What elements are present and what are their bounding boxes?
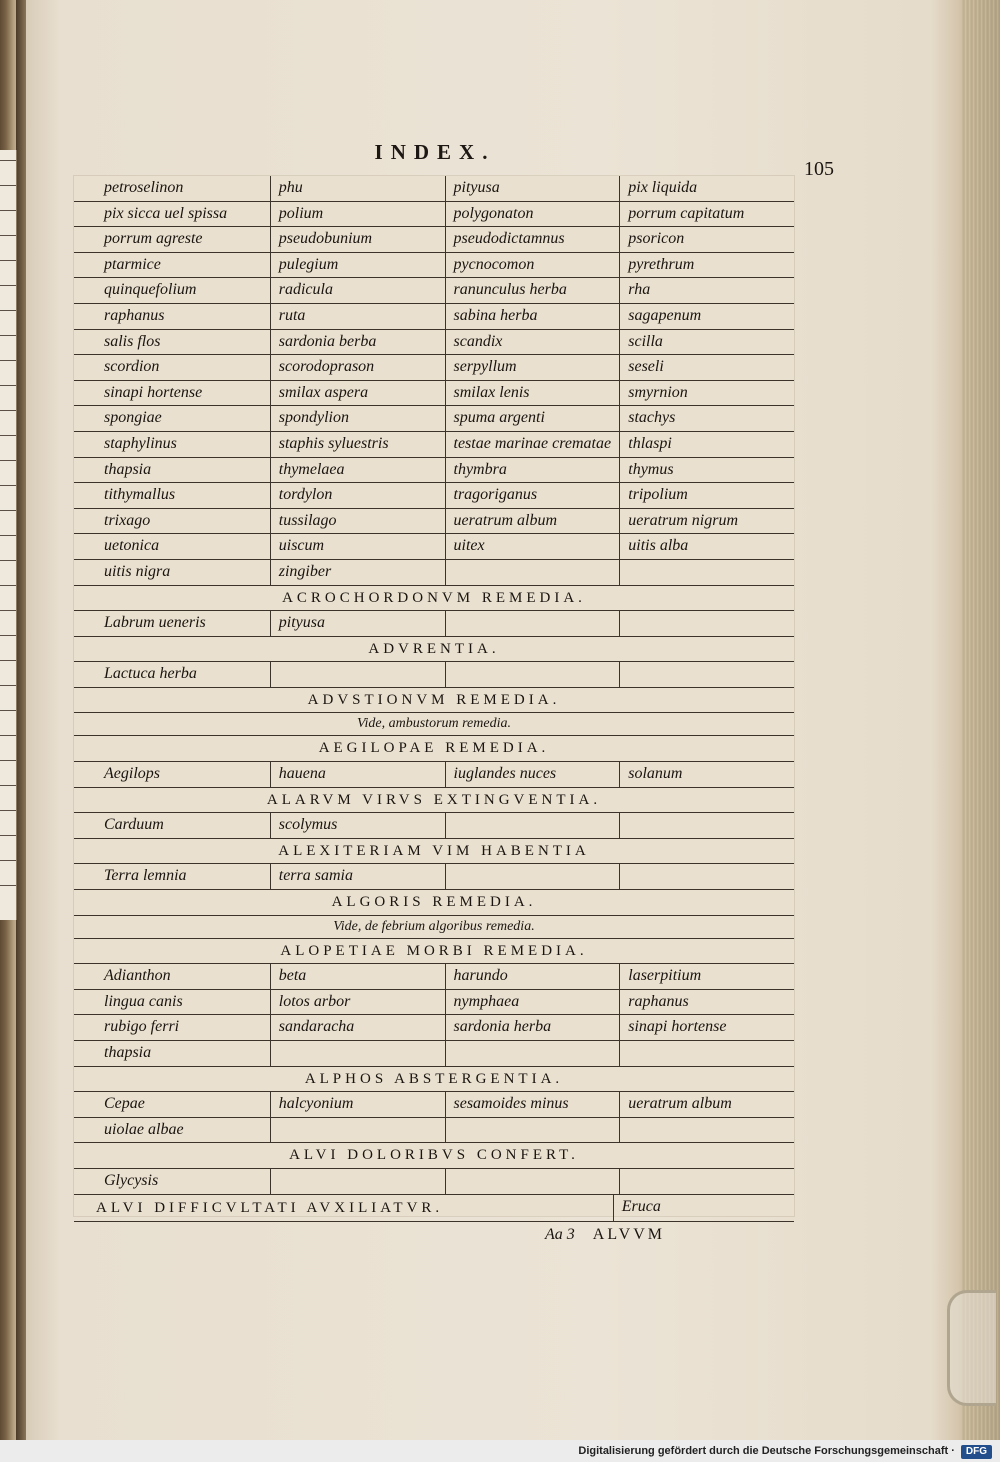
index-entry: harundo bbox=[445, 964, 620, 989]
index-entry: pix liquida bbox=[619, 176, 794, 201]
index-entry: zingiber bbox=[270, 560, 445, 585]
index-entry: porrum agreste bbox=[104, 230, 203, 248]
index-entry: pityusa bbox=[445, 176, 620, 201]
index-entry: polygonaton bbox=[445, 202, 620, 227]
section-heading: ALOPETIAE MORBI REMEDIA. bbox=[74, 939, 794, 965]
index-entry: Lactuca herba bbox=[104, 665, 197, 683]
index-entry: thymus bbox=[619, 458, 794, 483]
index-entry: sardonia berba bbox=[270, 330, 445, 355]
index-entry: scilla bbox=[619, 330, 794, 355]
section-heading: ADVSTIONVM REMEDIA. bbox=[74, 688, 794, 714]
facing-page-rule bbox=[0, 385, 16, 386]
index-entry: Glycysis bbox=[104, 1171, 159, 1189]
section-heading: ALVI DOLORIBVS CONFERT. bbox=[74, 1143, 794, 1169]
section-heading: ALGORIS REMEDIA. bbox=[74, 890, 794, 916]
index-entry: testae marinae crematae bbox=[445, 432, 620, 457]
index-entry: thymelaea bbox=[270, 458, 445, 483]
index-entry: spuma argenti bbox=[445, 406, 620, 431]
index-entry: tussilago bbox=[270, 509, 445, 534]
facing-page-rule bbox=[0, 885, 16, 886]
index-entry: Carduum bbox=[104, 816, 164, 834]
facing-page-rule bbox=[0, 660, 16, 661]
facing-page-rule bbox=[0, 335, 16, 336]
facing-page-rule bbox=[0, 635, 16, 636]
index-entry: hauena bbox=[270, 762, 445, 787]
index-entry: ueratrum nigrum bbox=[619, 509, 794, 534]
index-entry: scordion bbox=[104, 358, 160, 376]
index-entry bbox=[619, 560, 794, 585]
table-row bbox=[74, 662, 794, 688]
index-entry: sesamoides minus bbox=[445, 1092, 620, 1117]
page-heading bbox=[0, 140, 1000, 165]
table-row bbox=[74, 176, 794, 202]
facing-page-rule bbox=[0, 735, 16, 736]
index-entry: sinapi hortense bbox=[104, 383, 203, 401]
index-entry: scorodoprason bbox=[270, 355, 445, 380]
table-row bbox=[74, 762, 794, 788]
cross-reference-note: Vide, ambustorum remedia. bbox=[74, 713, 794, 736]
index-entry bbox=[619, 1041, 794, 1066]
table-row bbox=[74, 330, 794, 356]
index-entry: salis flos bbox=[104, 332, 161, 350]
index-entry: scandix bbox=[445, 330, 620, 355]
facing-page-rule bbox=[0, 485, 16, 486]
index-entry: sandaracha bbox=[270, 1015, 445, 1040]
table-row bbox=[74, 560, 794, 586]
index-entry bbox=[445, 1118, 620, 1143]
table-row bbox=[74, 304, 794, 330]
index-entry bbox=[445, 1041, 620, 1066]
index-entry: rha bbox=[619, 278, 794, 303]
table-row bbox=[74, 202, 794, 228]
index-entry: porrum capitatum bbox=[619, 202, 794, 227]
section-heading: ALARVM VIRVS EXTINGVENTIA. bbox=[74, 788, 794, 814]
table-row bbox=[74, 1092, 794, 1118]
index-entry: Adianthon bbox=[104, 967, 171, 985]
section-heading: ALPHOS ABSTERGENTIA. bbox=[74, 1067, 794, 1093]
index-entry bbox=[445, 1169, 620, 1194]
table-row bbox=[74, 964, 794, 990]
index-entry: ranunculus herba bbox=[445, 278, 620, 303]
index-entry: pix sicca uel spissa bbox=[104, 204, 228, 222]
index-entry: smilax lenis bbox=[445, 381, 620, 406]
table-row bbox=[74, 381, 794, 407]
index-entry: staphylinus bbox=[104, 434, 177, 452]
index-entry: ueratrum album bbox=[445, 509, 620, 534]
section-heading: ACROCHORDONVM REMEDIA. bbox=[74, 586, 794, 612]
index-entry: smyrnion bbox=[619, 381, 794, 406]
book-binding bbox=[16, 0, 26, 1440]
table-row bbox=[74, 432, 794, 458]
index-entry: Eruca bbox=[613, 1195, 794, 1221]
page-number: 105 bbox=[804, 158, 834, 180]
index-entry: serpyllum bbox=[445, 355, 620, 380]
table-row bbox=[74, 1118, 794, 1144]
index-entry: uitis alba bbox=[619, 534, 794, 559]
facing-page-rule bbox=[0, 435, 16, 436]
index-entry bbox=[619, 1169, 794, 1194]
facing-page-rule bbox=[0, 185, 16, 186]
index-entry bbox=[445, 662, 620, 687]
facing-page-edge bbox=[0, 150, 17, 920]
facing-page-rule bbox=[0, 510, 16, 511]
index-entry: psoricon bbox=[619, 227, 794, 252]
index-entry: pyrethrum bbox=[619, 253, 794, 278]
index-entry: quinquefolium bbox=[104, 281, 197, 299]
facing-page-rule bbox=[0, 285, 16, 286]
index-entry: thapsia bbox=[104, 1044, 152, 1061]
index-entry: pseudodictamnus bbox=[445, 227, 620, 252]
facing-page-rule bbox=[0, 260, 16, 261]
index-entry: petroselinon bbox=[104, 179, 184, 196]
index-entry bbox=[270, 662, 445, 687]
section-heading: AEGILOPAE REMEDIA. bbox=[74, 736, 794, 762]
footer-text: Digitalisierung gefördert durch die Deutsche Forschungsgemeinschaft · bbox=[578, 1445, 955, 1457]
facing-page-rule bbox=[0, 685, 16, 686]
index-entry: seseli bbox=[619, 355, 794, 380]
signature-mark: Aa 3 bbox=[545, 1226, 575, 1243]
section-heading: ALEXITERIAM VIM HABENTIA bbox=[74, 839, 794, 865]
facing-page-rule bbox=[0, 460, 16, 461]
index-entry: pityusa bbox=[270, 611, 445, 636]
index-entry: trixago bbox=[104, 511, 151, 529]
table-row bbox=[74, 1015, 794, 1041]
table-row bbox=[74, 355, 794, 381]
index-entry: spongiae bbox=[104, 409, 162, 427]
index-entry bbox=[445, 864, 620, 889]
facing-page-rule bbox=[0, 235, 16, 236]
table-row bbox=[74, 227, 794, 253]
table-row bbox=[74, 1041, 794, 1067]
facing-page-rule bbox=[0, 310, 16, 311]
index-entry: ueratrum album bbox=[619, 1092, 794, 1117]
index-entry: phu bbox=[270, 176, 445, 201]
index-entry: lingua canis bbox=[104, 992, 183, 1010]
index-entry: pseudobunium bbox=[270, 227, 445, 252]
catchword: ALVVM bbox=[592, 1226, 665, 1243]
catchword-line bbox=[545, 1226, 665, 1244]
index-entry bbox=[619, 1118, 794, 1143]
index-entry bbox=[619, 864, 794, 889]
facing-page-rule bbox=[0, 360, 16, 361]
index-entry bbox=[445, 813, 620, 838]
index-entry: scolymus bbox=[270, 813, 445, 838]
index-entry: thymbra bbox=[445, 458, 620, 483]
index-entry: pycnocomon bbox=[445, 253, 620, 278]
index-entry: sinapi hortense bbox=[619, 1015, 794, 1040]
index-entry bbox=[445, 560, 620, 585]
index-entry: halcyonium bbox=[270, 1092, 445, 1117]
index-entry: uiscum bbox=[270, 534, 445, 559]
facing-page-rule bbox=[0, 560, 16, 561]
index-entry: uitis nigra bbox=[104, 562, 171, 580]
index-entry: Cepae bbox=[104, 1095, 145, 1113]
facing-page-rule bbox=[0, 835, 16, 836]
index-entry: Aegilops bbox=[104, 765, 160, 783]
table-row bbox=[74, 864, 794, 890]
index-entry: ruta bbox=[270, 304, 445, 329]
facing-page-rule bbox=[0, 210, 16, 211]
index-entry: terra samia bbox=[270, 864, 445, 889]
table-row bbox=[74, 534, 794, 560]
table-row bbox=[74, 458, 794, 484]
index-entry: nymphaea bbox=[445, 990, 620, 1015]
table-row bbox=[74, 253, 794, 279]
index-entry: Terra lemnia bbox=[104, 867, 187, 885]
index-entry: raphanus bbox=[619, 990, 794, 1015]
index-entry: rubigo ferri bbox=[104, 1018, 180, 1036]
index-entry: thlaspi bbox=[619, 432, 794, 457]
section-heading: ADVRENTIA. bbox=[74, 637, 794, 663]
facing-page-rule bbox=[0, 860, 16, 861]
index-entry: uetonica bbox=[104, 537, 160, 555]
index-entry: beta bbox=[270, 964, 445, 989]
index-entry: lotos arbor bbox=[270, 990, 445, 1015]
facing-page-rule bbox=[0, 785, 16, 786]
index-entry: sardonia herba bbox=[445, 1015, 620, 1040]
table-row bbox=[74, 509, 794, 535]
index-entry bbox=[619, 662, 794, 687]
final-section-row bbox=[74, 1195, 794, 1222]
index-entry: staphis syluestris bbox=[270, 432, 445, 457]
index-entry: iuglandes nuces bbox=[445, 762, 620, 787]
index-entry: tragoriganus bbox=[445, 483, 620, 508]
table-row bbox=[74, 813, 794, 839]
index-entry: raphanus bbox=[104, 306, 165, 324]
index-entry: smilax aspera bbox=[270, 381, 445, 406]
index-entry: radicula bbox=[270, 278, 445, 303]
index-entry: sabina herba bbox=[445, 304, 620, 329]
facing-page-rule bbox=[0, 710, 16, 711]
index-entry bbox=[270, 1041, 445, 1066]
table-row bbox=[74, 406, 794, 432]
cross-reference-note: Vide, de febrium algoribus remedia. bbox=[74, 916, 794, 939]
table-row bbox=[74, 611, 794, 637]
table-row bbox=[74, 483, 794, 509]
index-entry bbox=[270, 1169, 445, 1194]
index-entry bbox=[619, 611, 794, 636]
facing-page-rule bbox=[0, 610, 16, 611]
index-entry: uiolae albae bbox=[104, 1120, 184, 1138]
index-entry: polium bbox=[270, 202, 445, 227]
book-clip bbox=[947, 1290, 996, 1406]
index-entry: sagapenum bbox=[619, 304, 794, 329]
index-entry: uitex bbox=[445, 534, 620, 559]
facing-page-rule bbox=[0, 410, 16, 411]
index-entry: solanum bbox=[619, 762, 794, 787]
facing-page-rule bbox=[0, 810, 16, 811]
facing-page-rule bbox=[0, 535, 16, 536]
page-edges bbox=[962, 0, 1000, 1440]
table-row bbox=[74, 278, 794, 304]
facing-page-rule bbox=[0, 585, 16, 586]
index-entry: tithymallus bbox=[104, 486, 176, 504]
index-entry: pulegium bbox=[270, 253, 445, 278]
index-entry: laserpitium bbox=[619, 964, 794, 989]
index-entry: ptarmice bbox=[104, 255, 161, 273]
index-entry: spondylion bbox=[270, 406, 445, 431]
index-entry: thapsia bbox=[104, 460, 152, 478]
index-entry bbox=[270, 1118, 445, 1143]
index-entry: Labrum ueneris bbox=[104, 614, 206, 632]
footer-bar bbox=[0, 1440, 1000, 1462]
index-entry bbox=[445, 611, 620, 636]
section-heading: ALVI DIFFICVLTATI AVXILIATVR. bbox=[96, 1199, 444, 1216]
index-title: INDEX. bbox=[374, 140, 496, 164]
table-row bbox=[74, 1169, 794, 1195]
dfg-logo: DFG bbox=[961, 1445, 992, 1459]
facing-page-rule bbox=[0, 760, 16, 761]
index-table bbox=[74, 176, 794, 1222]
index-entry: tordylon bbox=[270, 483, 445, 508]
table-row bbox=[74, 990, 794, 1016]
index-entry: stachys bbox=[619, 406, 794, 431]
index-entry bbox=[619, 813, 794, 838]
index-entry: tripolium bbox=[619, 483, 794, 508]
